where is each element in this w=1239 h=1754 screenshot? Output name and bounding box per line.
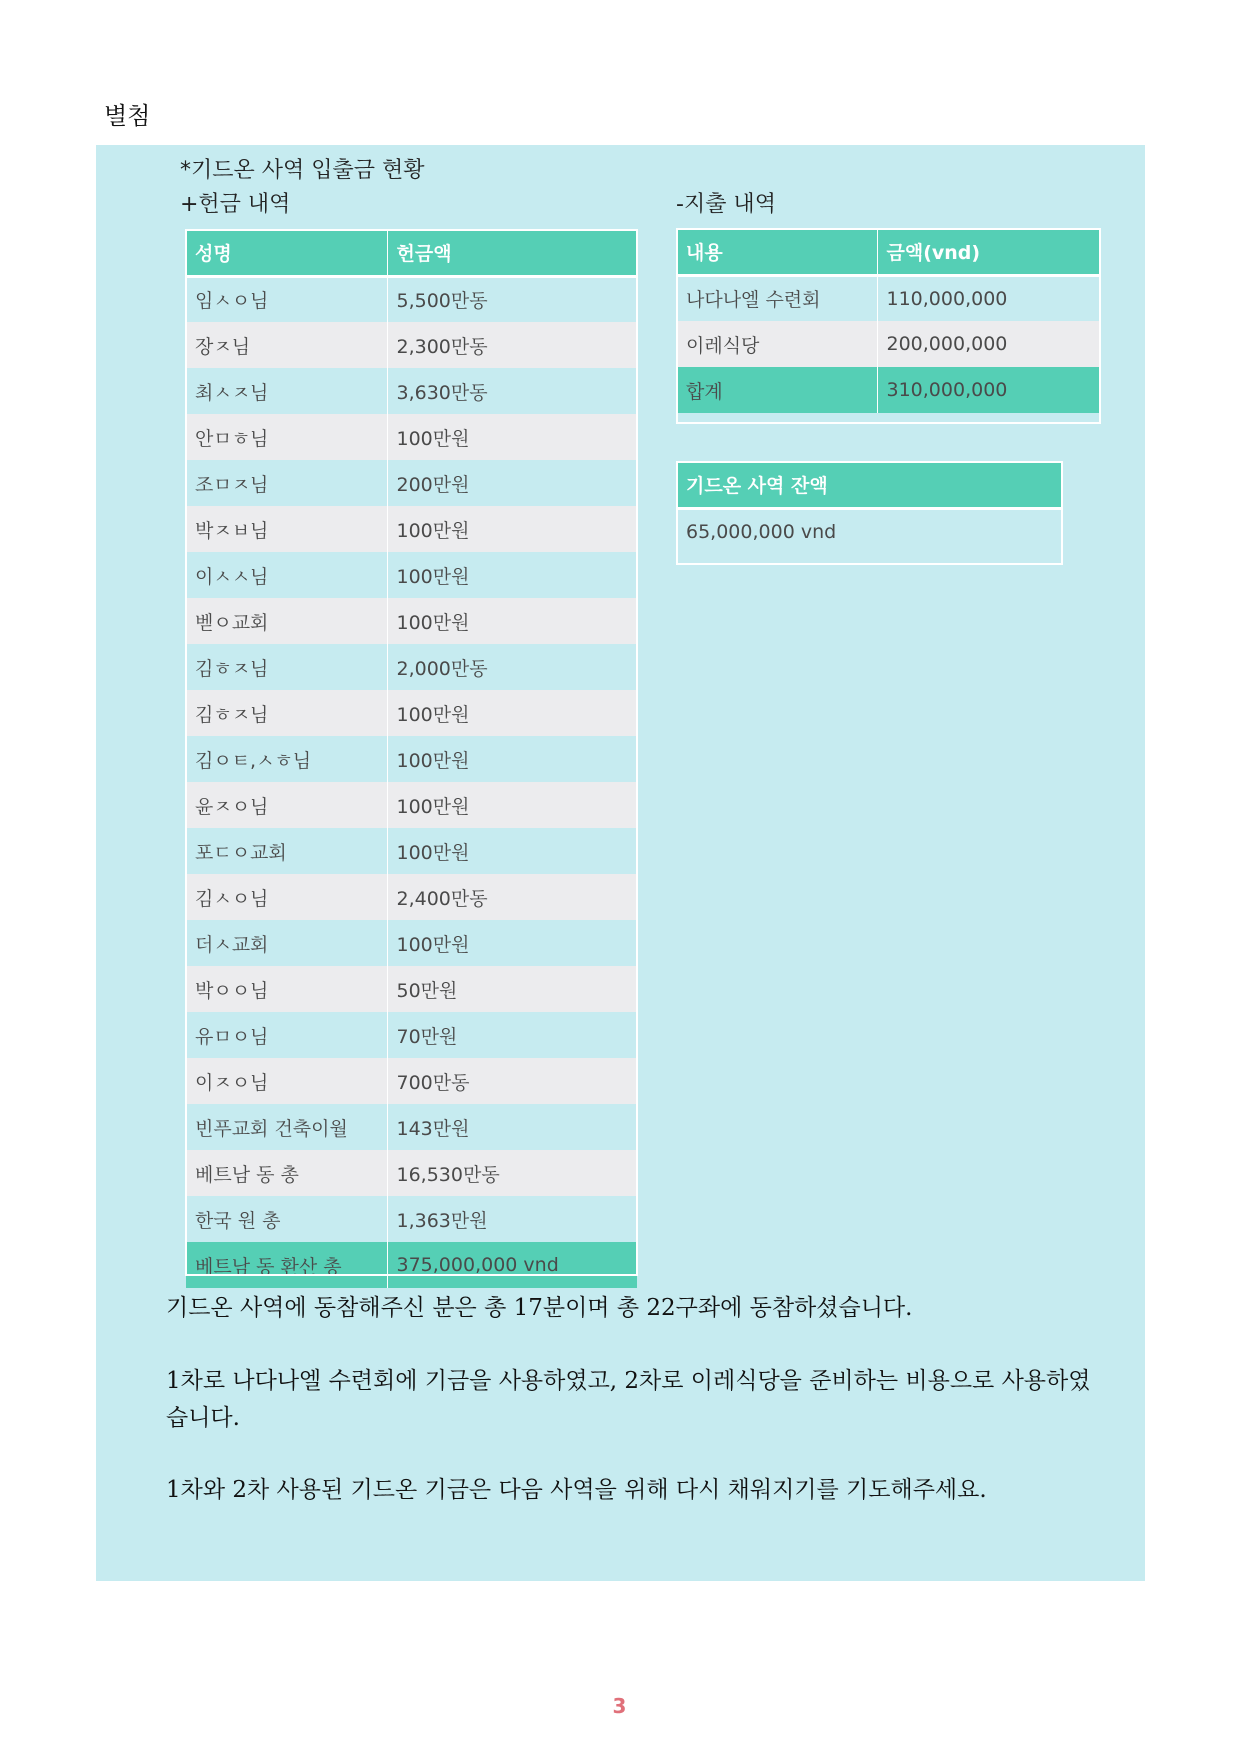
column-header-description: 내용 — [677, 229, 877, 275]
income-table — [186, 230, 637, 1288]
page-title: *기드온 사역 입출금 현황 — [180, 158, 425, 183]
table-row — [186, 644, 637, 690]
income-label-cell: 김ㅎㅈ님 — [186, 690, 387, 736]
income-amount-cell: 200만원 — [387, 460, 637, 506]
income-amount-cell: 100만원 — [387, 828, 637, 874]
table-row — [677, 275, 1100, 321]
table-row — [186, 506, 637, 552]
total-row — [186, 1242, 637, 1288]
income-label-cell: 빈푸교회 건축이월 — [186, 1104, 387, 1150]
income-amount-cell: 100만원 — [387, 736, 637, 782]
paragraph-participants: 기드온 사역에 동참해주신 분은 총 17분이며 총 22구좌에 동참하셨습니다. — [166, 1295, 913, 1321]
income-amount-cell: 100만원 — [387, 506, 637, 552]
table-row — [186, 1058, 637, 1104]
income-label-cell: 임ㅅㅇ님 — [186, 276, 387, 322]
total-amount-cell: 310,000,000 — [877, 367, 1100, 413]
table-row — [186, 966, 637, 1012]
income-amount-cell: 100만원 — [387, 414, 637, 460]
income-amount-cell: 100만원 — [387, 782, 637, 828]
table-row — [677, 321, 1100, 367]
table-row — [186, 598, 637, 644]
income-label-cell: 이ㅈㅇ님 — [186, 1058, 387, 1104]
income-label-cell: 안ㅁㅎ님 — [186, 414, 387, 460]
table-row — [186, 828, 637, 874]
income-label-cell: 포ㄷㅇ교회 — [186, 828, 387, 874]
income-amount-cell: 2,300만동 — [387, 322, 637, 368]
table-row — [186, 874, 637, 920]
table-row — [186, 414, 637, 460]
income-label-cell: 박ㅇㅇ님 — [186, 966, 387, 1012]
income-amount-cell: 5,500만동 — [387, 276, 637, 322]
column-header-amount: 헌금액 — [387, 230, 637, 276]
table-row — [186, 1196, 637, 1242]
total-row — [677, 367, 1100, 413]
attachment-label: 별첨 — [104, 102, 151, 130]
total-amount-cell: 375,000,000 vnd — [387, 1242, 637, 1288]
income-amount-cell: 70만원 — [387, 1012, 637, 1058]
income-heading: +헌금 내역 — [180, 192, 291, 217]
table-row — [186, 736, 637, 782]
income-label-cell: 한국 원 총 — [186, 1196, 387, 1242]
income-label-cell: 김ㅇㅌ,ㅅㅎ님 — [186, 736, 387, 782]
expense-table — [677, 229, 1100, 413]
income-label-cell: 박ㅈㅂ님 — [186, 506, 387, 552]
expense-label-cell: 나다나엘 수련회 — [677, 275, 877, 321]
column-header-amount-vnd: 금액(vnd) — [877, 229, 1100, 275]
paragraph-prayer: 1차와 2차 사용된 기드온 기금은 다음 사역을 위해 다시 채워지기를 기도해주세요. — [166, 1477, 987, 1503]
income-label-cell: 최ㅅㅈ님 — [186, 368, 387, 414]
income-amount-cell: 1,363만원 — [387, 1196, 637, 1242]
income-amount-cell: 100만원 — [387, 598, 637, 644]
income-amount-cell: 3,630만동 — [387, 368, 637, 414]
expense-heading: -지출 내역 — [676, 192, 776, 217]
income-label-cell: 베트남 동 총 — [186, 1150, 387, 1196]
income-amount-cell: 16,530만동 — [387, 1150, 637, 1196]
table-row — [186, 552, 637, 598]
balance-value: 65,000,000 vnd — [677, 508, 1062, 554]
income-amount-cell: 143만원 — [387, 1104, 637, 1150]
income-label-cell: 벧ㅇ교회 — [186, 598, 387, 644]
income-label-cell: 김ㅅㅇ님 — [186, 874, 387, 920]
income-label-cell: 윤ㅈㅇ님 — [186, 782, 387, 828]
table-row — [186, 782, 637, 828]
total-label-cell: 합계 — [677, 367, 877, 413]
income-label-cell: 이ㅅㅅ님 — [186, 552, 387, 598]
income-amount-cell: 50만원 — [387, 966, 637, 1012]
paragraph-usage: 1차로 나다나엘 수련회에 기금을 사용하였고, 2차로 이레식당을 준비하는 비용으로 사용하였습니다. — [166, 1368, 1091, 1431]
expense-amount-cell: 200,000,000 — [877, 321, 1100, 367]
balance-table — [677, 462, 1062, 554]
total-label-cell: 베트남 동 환산 총 — [186, 1242, 387, 1288]
balance-heading: 기드온 사역 잔액 — [677, 462, 1062, 508]
table-row — [186, 368, 637, 414]
table-row — [186, 1104, 637, 1150]
page-number: 3 — [612, 1694, 627, 1718]
table-row — [186, 1012, 637, 1058]
expense-label-cell: 이레식당 — [677, 321, 877, 367]
table-row — [186, 322, 637, 368]
income-label-cell: 더ㅅ교회 — [186, 920, 387, 966]
table-row — [186, 690, 637, 736]
column-header-name: 성명 — [186, 230, 387, 276]
table-row — [186, 276, 637, 322]
expense-amount-cell: 110,000,000 — [877, 275, 1100, 321]
income-amount-cell: 2,400만동 — [387, 874, 637, 920]
table-row — [186, 1150, 637, 1196]
income-amount-cell: 2,000만동 — [387, 644, 637, 690]
table-row — [186, 460, 637, 506]
income-label-cell: 장ㅈ님 — [186, 322, 387, 368]
table-row — [186, 920, 637, 966]
income-label-cell: 김ㅎㅈ님 — [186, 644, 387, 690]
income-amount-cell: 100만원 — [387, 552, 637, 598]
income-amount-cell: 100만원 — [387, 690, 637, 736]
income-amount-cell: 700만동 — [387, 1058, 637, 1104]
income-label-cell: 유ㅁㅇ님 — [186, 1012, 387, 1058]
income-label-cell: 조ㅁㅈ님 — [186, 460, 387, 506]
income-amount-cell: 100만원 — [387, 920, 637, 966]
